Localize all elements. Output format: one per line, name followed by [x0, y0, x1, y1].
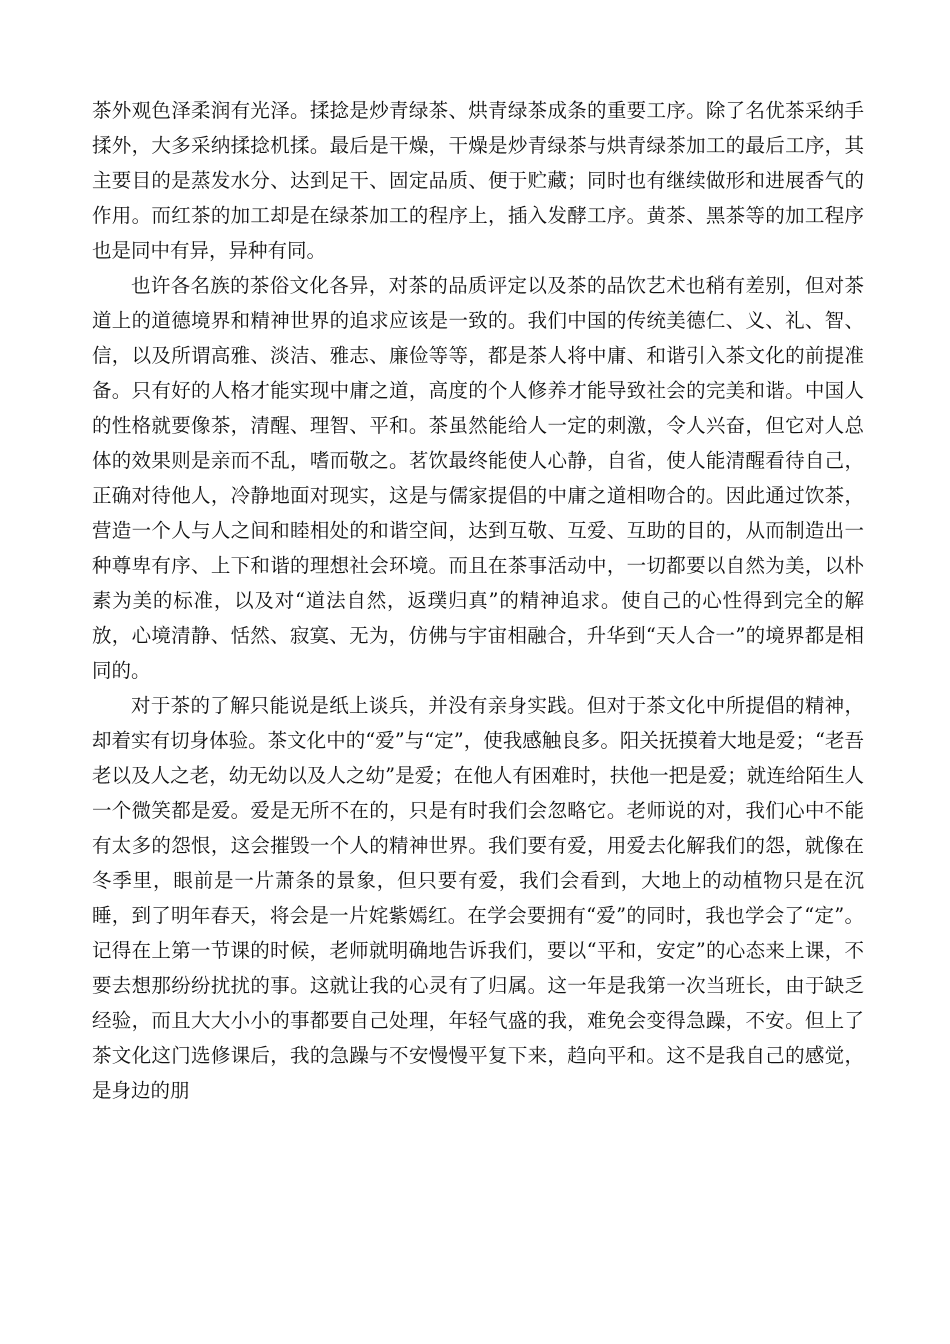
paragraph-processing-steps: 茶外观色泽柔润有光泽。揉捻是炒青绿茶、烘青绿茶成条的重要工序。除了名优茶采纳手揉外，大多采纳揉捻机揉。最后是干燥，干燥是炒青绿茶与烘青绿茶加工的最后工序，其主要目的是蒸发水分、达到足干、固定品质、便于贮藏；同时也有继续做形和进展香气的作用。而红茶的加工却是在绿茶加工的程序上，插入发酵工序。黄茶、黑茶等的加工程序也是同中有异，异种有同。: [92, 99, 864, 262]
paragraph-tea-culture-harmony: 也许各名族的茶俗文化各异，对茶的品质评定以及茶的品饮艺术也稍有差别，但对茶道上的道德境界和精神世界的追求应该是一致的。我们中国的传统美德仁、义、礼、智、信，以及所谓高雅、淡洁、雅志、廉俭等等，都是茶人将中庸、和谐引入茶文化的前提准备。只有好的人格才能实现中庸之道，高度的个人修养才能导致社会的完美和谐。中国人的性格就要像茶，清醒、理智、平和。茶虽然能给人一定的刺激，令人兴奋，但它对人总体的效果则是亲而不乱，嗜而敬之。茗饮最终能使人心静，自省，使人能清醒看待自己，正确对待他人，冷静地面对现实，这是与儒家提倡的中庸之道相吻合的。因此通过饮茶，营造一个人与人之间和睦相处的和谐空间，达到互敬、互爱、互助的目的，从而制造出一种尊卑有序、上下和谐的理想社会环境。而且在茶事活动中，一切都要以自然为美，以朴素为美的标准，以及对“道法自然，返璞归真”的精神追求。使自己的心性得到完全的解放，心境清静、恬然、寂寞、无为，仿佛与宇宙相融合，升华到“天人合一”的境界都是相同的。: [92, 274, 864, 682]
document-page: [92, 93, 864, 1108]
paragraph-personal-experience: 对于茶的了解只能说是纸上谈兵，并没有亲身实践。但对于茶文化中所提倡的精神，却着实有切身体验。茶文化中的“爱”与“定”，使我感触良多。阳关抚摸着大地是爱；“老吾老以及人之老，幼无幼以及人之幼”是爱；在他人有困难时，扶他一把是爱；就连给陌生人一个微笑都是爱。爱是无所不在的，只是有时我们会忽略它。老师说的对，我们心中不能有太多的怨恨，这会摧毁一个人的精神世界。我们要有爱，用爱去化解我们的怨，就像在冬季里，眼前是一片萧条的景象，但只要有爱，我们会看到，大地上的动植物只是在沉睡，到了明年春天，将会是一片姹紫嫣红。在学会要拥有“爱”的同时，我也学会了“定”。记得在上第一节课的时候，老师就明确地告诉我们，要以“平和，安定”的心态来上课，不要去想那纷纷扰扰的事。这就让我的心灵有了归属。这一年是我第一次当班长，由于缺乏经验，而且大大小小的事都要自己处理，年轻气盛的我，难免会变得急躁，不安。但上了茶文化这门选修课后，我的急躁与不安慢慢平复下来，趋向平和。这不是我自己的感觉，是身边的朋: [92, 694, 864, 1102]
